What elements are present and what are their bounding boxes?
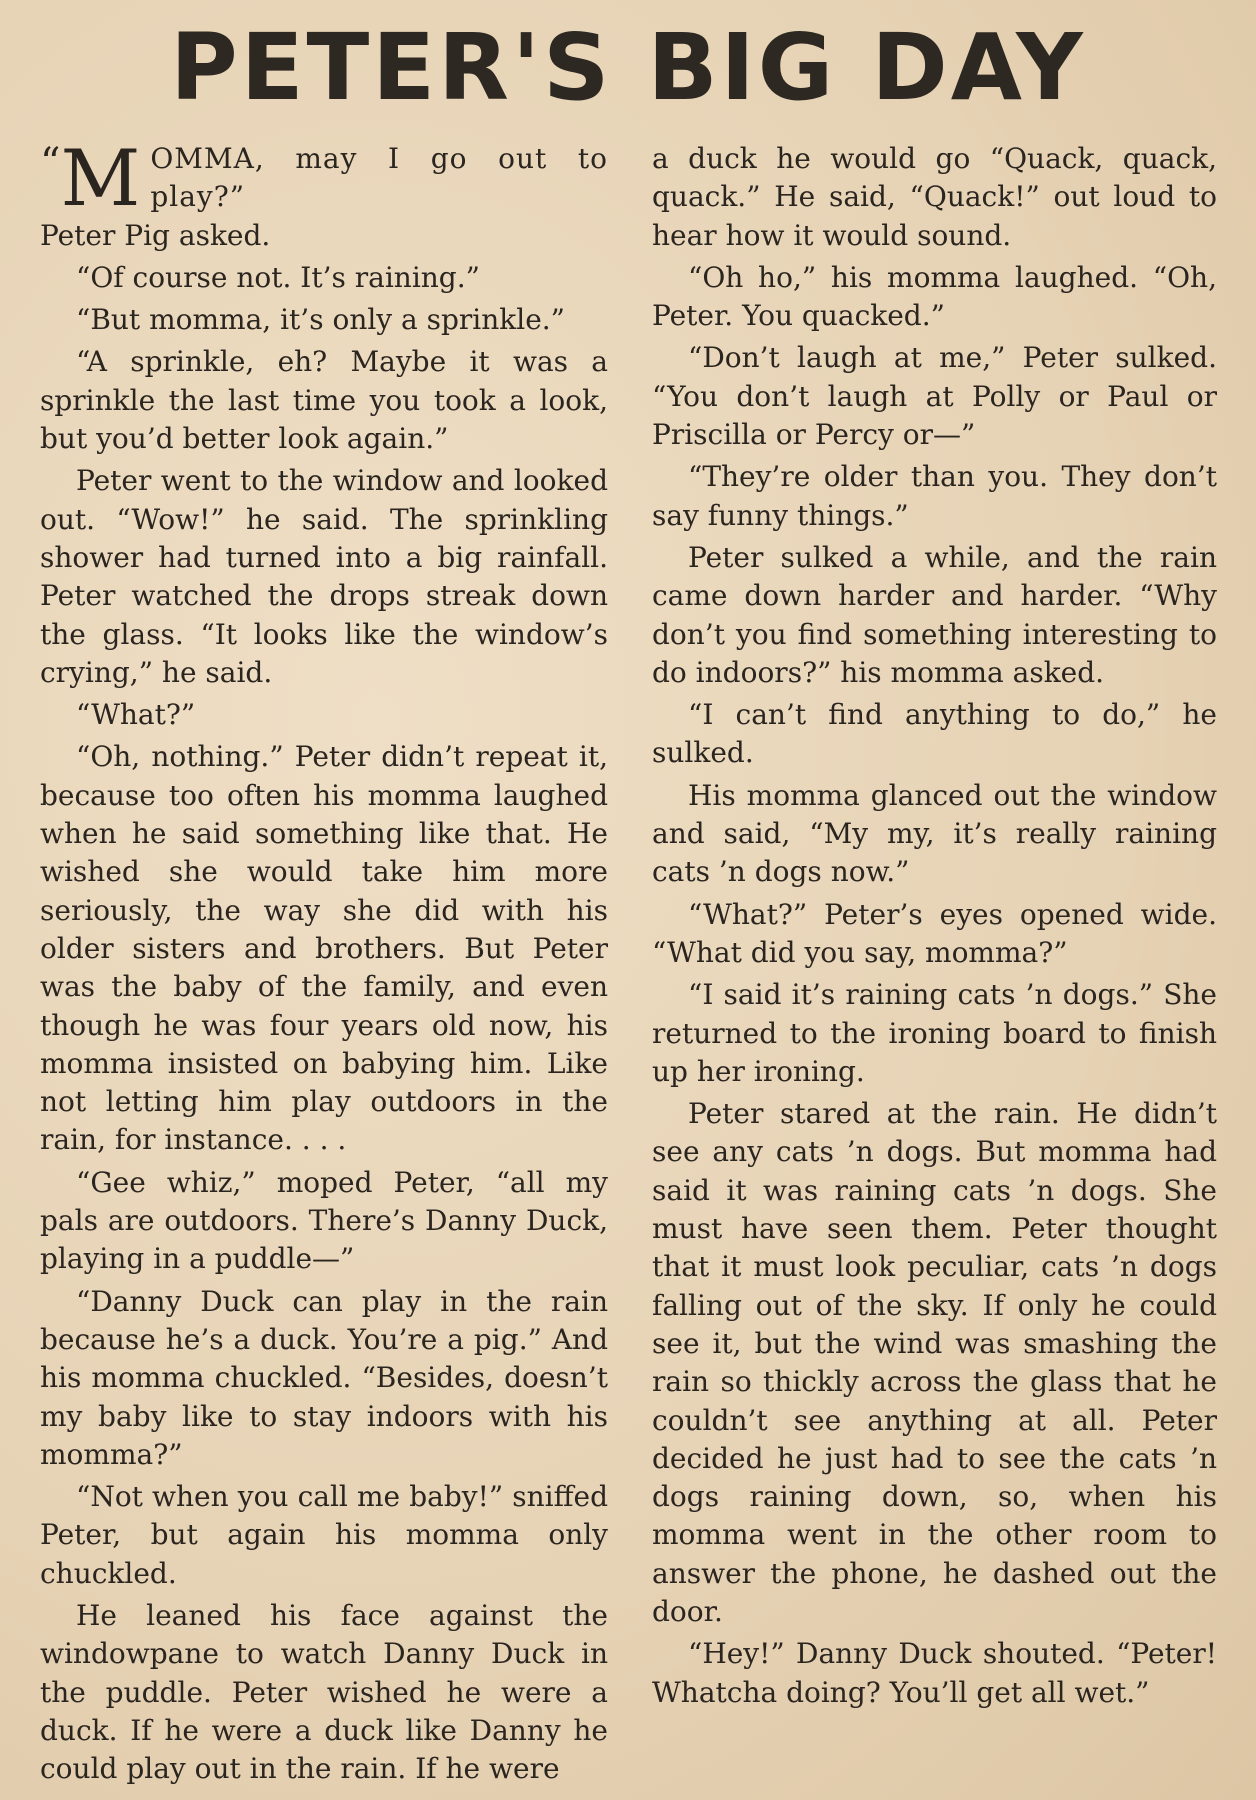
paragraph: “I can’t find anything to do,” he sulked. <box>652 698 1217 770</box>
opening-line: OMMA, may I go out to play?” <box>150 142 608 214</box>
right-column <box>652 140 1217 1712</box>
paragraph: “But momma, it’s only a sprinkle.” <box>76 303 565 337</box>
paragraph: “What?” <box>76 698 196 732</box>
paragraph: Peter sulked a while, and the rain came down harder and harder. “Why don’t you find something interesting to do indoors?” his momma asked. <box>652 540 1217 689</box>
paragraph: “A sprinkle, eh? Maybe it was a sprinkle the last time you took a look, but you’d better look again.” <box>40 345 608 456</box>
paragraph: “What?” Peter’s eyes opened wide. “What did you say, momma?” <box>652 897 1217 969</box>
opening-quote: “ <box>40 140 61 186</box>
paragraph: “Danny Duck can play in the rain because he’s a duck. You’re a pig.” And his momma chuckled. “Besides, doesn’t my baby like to stay indoors with his momma?” <box>40 1284 608 1471</box>
drop-cap <box>40 134 141 224</box>
paragraph: “Don’t laugh at me,” Peter sulked. “You don’t laugh at Polly or Paul or Priscilla or Percy or—” <box>652 341 1217 452</box>
paragraph: “Gee whiz,” moped Peter, “all my pals are outdoors. There’s Danny Duck, playing in a puddle—” <box>40 1165 608 1276</box>
paragraph: “I said it’s raining cats ’n dogs.” She returned to the ironing board to finish up her ironing. <box>652 978 1217 1088</box>
left-column <box>40 134 608 1788</box>
paragraph: “Of course not. It’s raining.” <box>76 260 480 294</box>
paragraph: “Hey!” Danny Duck shouted. “Peter! Whatcha doing? You’ll get all wet.” <box>652 1637 1217 1709</box>
opening-line-2: Peter Pig asked. <box>40 218 271 252</box>
paragraph: “They’re older than you. They don’t say funny things.” <box>652 460 1217 532</box>
paragraph: Peter stared at the rain. He didn’t see any cats ’n dogs. But momma had said it was raining cats ’n dogs. She must have seen them. Peter thought that it must look peculiar, cats ’n dogs falling out of the sky. If only he could see it, but the wind was smashing the rain so thickly across the glass that he couldn’t see anything at all. Peter decided he just had to see the cats ’n dogs raining down, so, when his momma went in the other room to answer the phone, he dashed out the door. <box>652 1097 1217 1628</box>
paragraph: His momma glanced out the window and said, “My my, it’s really raining cats ’n dogs now.” <box>652 778 1217 889</box>
story-title: PETER'S BIG DAY <box>170 14 1086 121</box>
paragraph: “Not when you call me baby!” sniffed Peter, but again his momma only chuckled. <box>40 1480 608 1590</box>
drop-cap-letter: M <box>60 134 141 224</box>
paragraph-continuation: a duck he would go “Quack, quack, quack.” He said, “Quack!” out loud to hear how it would sound. <box>652 142 1217 252</box>
paragraph: Peter went to the window and looked out. “Wow!” he said. The sprinkling shower had turned into a big rainfall. Peter watched the drops streak down the glass. “It looks like the window’s crying,” he said. <box>40 464 608 689</box>
paragraph: “Oh, nothing.” Peter didn’t repeat it, because too often his momma laughed when he said something like that. He wished she would take him more seriously, the way she did with his older sisters and brothers. But Peter was the baby of the family, and even though he was four years old now, his momma insisted on babying him. Like not letting him play outdoors in the rain, for instance. . . . <box>40 740 608 1157</box>
paragraph: He leaned his face against the windowpane to watch Danny Duck in the puddle. Peter wished he were a duck. If he were a duck like Danny he could play out in the rain. If he were <box>40 1598 608 1786</box>
paragraph: “Oh ho,” his momma laughed. “Oh, Peter. You quacked.” <box>652 260 1217 333</box>
opening-paragraph <box>40 134 608 255</box>
